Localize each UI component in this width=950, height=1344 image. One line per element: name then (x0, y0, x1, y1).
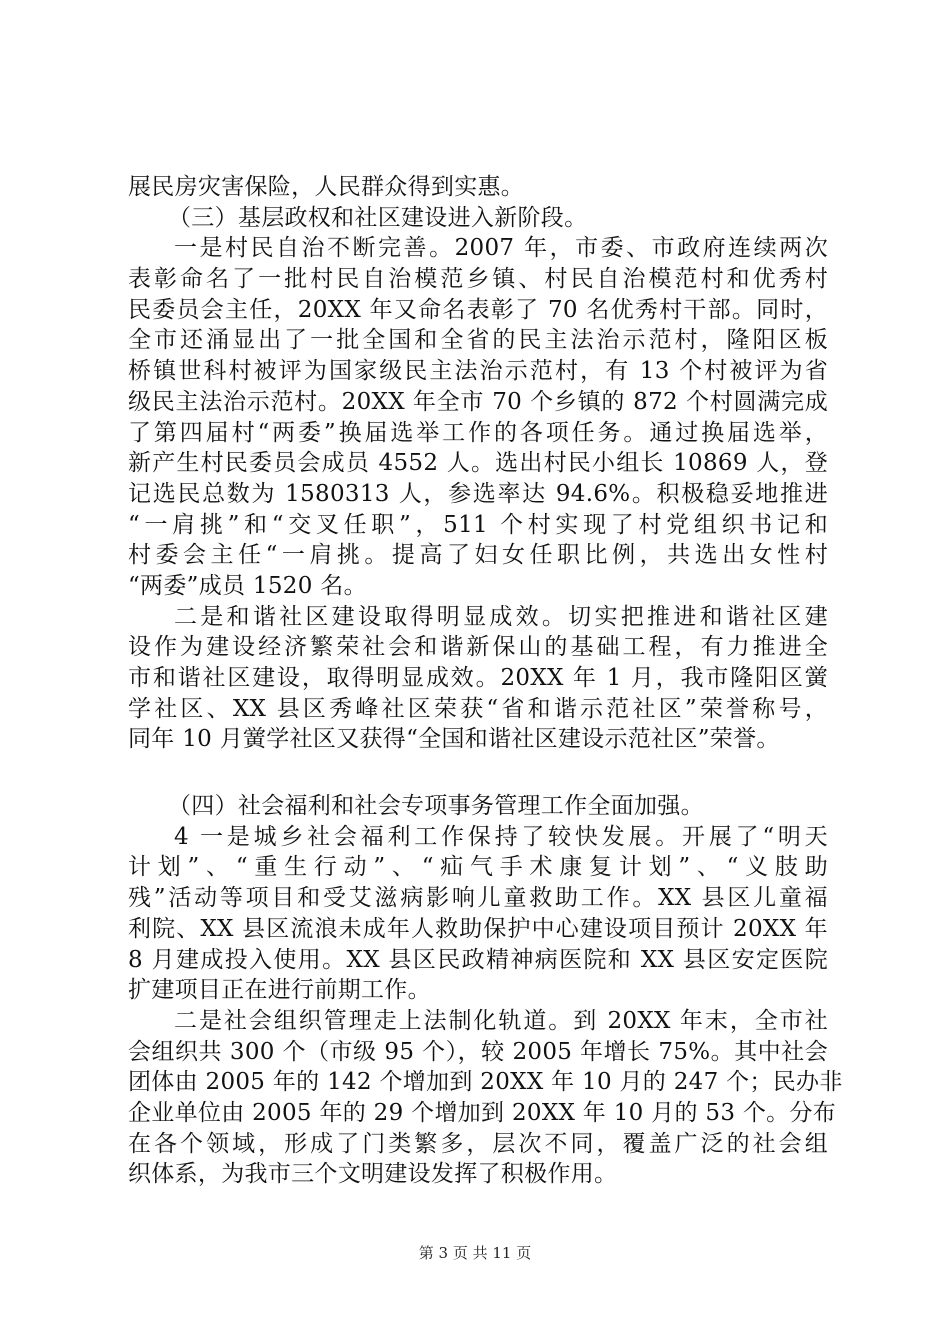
paragraph-line: 新产生村民委员会成员 4552 人。选出村民小组长 10869 人，登 (128, 450, 828, 477)
paragraph-line: “一肩挑”和“交叉任职”，511 个村实现了村党组织书记和 (128, 511, 828, 538)
paragraph-line: 展民房灾害保险，人民群众得到实惠。 (128, 174, 525, 200)
paragraph-line: 桥镇世科村被评为国家级民主法治示范村，有 13 个村被评为省 (128, 358, 828, 385)
paragraph-line: 全市还涌显出了一批全国和全省的民主法治示范村，隆阳区板 (128, 327, 828, 354)
paragraph-line: 二是社会组织管理走上法制化轨道。到 20XX 年末，全市社 (174, 1007, 828, 1034)
paragraph-line: 8 月建成投入使用。XX 县区民政精神病医院和 XX 县区安定医院 (128, 946, 828, 973)
paragraph-gap (128, 755, 828, 791)
paragraph-line: 利院、XX 县区流浪未成年人救助保护中心建设项目预计 20XX 年 (128, 915, 828, 942)
paragraph-line: 企业单位由 2005 年的 29 个增加到 20XX 年 10 月的 53 个。分布 (128, 1099, 837, 1126)
paragraph-line: 团体由 2005 年的 142 个增加到 20XX 年 10 月的 247 个；民办非 (128, 1069, 843, 1096)
section-heading: （四）社会福利和社会专项事务管理工作全面加强。 (168, 793, 704, 820)
paragraph-line: 会组织共 300 个（市级 95 个），较 2005 年增长 75%。其中社会 (128, 1038, 828, 1065)
paragraph-line: 4 一是城乡社会福利工作保持了较快发展。开展了“明天 (174, 823, 828, 850)
paragraph-line: 扩建项目正在进行前期工作。 (128, 977, 431, 1004)
paragraph-line: 了第四届村“两委”换届选举工作的各项任务。通过换届选举， (128, 419, 828, 446)
paragraph-line: 残”活动等项目和受艾滋病影响儿童救助工作。XX 县区儿童福 (128, 885, 828, 912)
document-body (128, 172, 843, 1190)
paragraph-line: 记选民总数为 1580313 人，参选率达 94.6%。积极稳妥地推进 (128, 480, 828, 507)
page-number: 第 3 页 共 11 页 (418, 1244, 532, 1262)
paragraph-line: 织体系，为我市三个文明建设发挥了积极作用。 (128, 1161, 618, 1188)
paragraph-line: 计划”、“重生行动”、“疝气手术康复计划”、“义肢助 (128, 854, 828, 881)
page-footer (0, 1243, 950, 1263)
paragraph-line: 级民主法治示范村。20XX 年全市 70 个乡镇的 872 个村圆满完成 (128, 388, 828, 415)
paragraph-line: “两委”成员 1520 名。 (128, 572, 367, 599)
paragraph-line: 市和谐社区建设，取得明显成效。20XX 年 1 月，我市隆阳区黉 (128, 665, 828, 691)
paragraph-line: 表彰命名了一批村民自治模范乡镇、村民自治模范村和优秀村 (128, 266, 828, 293)
section-heading: （三）基层政权和社区建设进入新阶段。 (168, 204, 588, 231)
paragraph-line: 同年 10 月黉学社区又获得“全国和谐社区建设示范社区”荣誉。 (128, 726, 780, 753)
paragraph-line: 民委员会主任，20XX 年又命名表彰了 70 名优秀村干部。同时， (128, 296, 828, 323)
paragraph-line: 设作为建设经济繁荣社会和谐新保山的基础工程，有力推进全 (128, 634, 828, 661)
paragraph-line: 学社区、XX 县区秀峰社区荣获“省和谐示范社区”荣誉称号， (128, 695, 828, 722)
paragraph-line: 在各个领域，形成了门类繁多，层次不同，覆盖广泛的社会组 (128, 1130, 828, 1157)
paragraph-line: 二是和谐社区建设取得明显成效。切实把推进和谐社区建 (174, 603, 828, 630)
paragraph-line: 村委会主任“一肩挑。提高了妇女任职比例，共选出女性村 (128, 542, 828, 569)
paragraph-line: 一是村民自治不断完善。2007 年，市委、市政府连续两次 (174, 235, 828, 262)
